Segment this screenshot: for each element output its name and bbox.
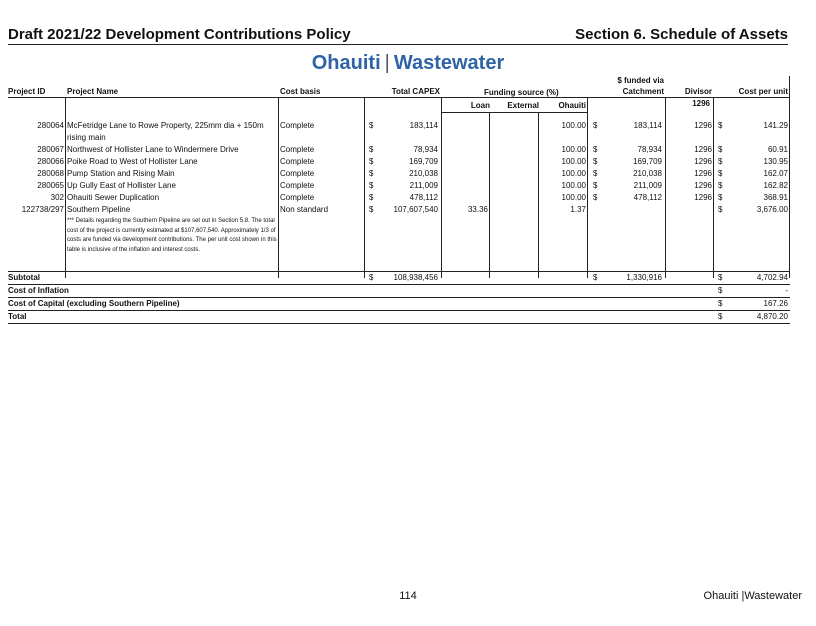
cost-per-unit: 162.07: [763, 169, 788, 178]
funded-catchment: 211,009: [633, 181, 662, 190]
col-cost-per-unit: Cost per unit: [738, 87, 788, 96]
table-row: [8, 193, 790, 205]
total-capex: 169,709: [409, 157, 438, 166]
summary-row: [8, 310, 790, 324]
divisor: 1296: [694, 145, 712, 154]
schedule-table: [8, 76, 790, 324]
ohauiti-percent: 1.37: [570, 205, 586, 214]
table-row: [8, 121, 790, 145]
divisor: 1296: [694, 169, 712, 178]
total-capex: 211,009: [409, 181, 438, 190]
divisor: 1296: [694, 157, 712, 166]
table-subheader: [8, 99, 790, 113]
footer-label: Ohauiti |Wastewater: [703, 590, 802, 602]
funded-catchment: 210,038: [633, 169, 662, 178]
cost-basis: Non standard: [280, 205, 329, 214]
capex-symbol: $: [369, 205, 374, 214]
funded-symbol: $: [593, 181, 598, 190]
unit-symbol: $: [718, 181, 723, 190]
summary-cost-per-unit: 167.26: [763, 299, 788, 308]
cost-per-unit: 162.82: [763, 181, 788, 190]
summary-funded-symbol: $: [593, 273, 598, 282]
summary-label: Total: [8, 312, 27, 321]
col-cost-basis: Cost basis: [280, 87, 321, 96]
project-name: Ohauiti Sewer Duplication: [67, 193, 160, 202]
cost-per-unit: 130.95: [763, 157, 788, 166]
summary-cost-per-unit: -: [785, 286, 788, 295]
cost-basis: Complete: [280, 145, 315, 154]
col-catchment: Catchment: [622, 87, 664, 96]
total-capex: 78,934: [413, 145, 438, 154]
cost-per-unit: 60.91: [767, 145, 788, 154]
funded-symbol: $: [593, 145, 598, 154]
summary-row: [8, 271, 790, 284]
page-header: [8, 26, 788, 44]
unit-symbol: $: [718, 121, 723, 130]
funded-catchment: 169,709: [633, 157, 662, 166]
capex-symbol: $: [369, 157, 374, 166]
col-funding-source: Funding source (%): [484, 88, 559, 97]
pipeline-note-row: [8, 217, 790, 271]
summary-row: [8, 297, 790, 310]
summary-funded: 1,330,916: [626, 273, 662, 282]
project-name: Southern Pipeline: [67, 205, 131, 214]
unit-symbol: $: [718, 157, 723, 166]
pipeline-note: *** Details regarding the Southern Pipeline are set out in Section 5.8. The total cost of the project is currently estimated at $107,607,540. Approximately 1/3 of costs are funded via development contributions. The per unit cost shown in this table is inclusive of the inflation and interest costs.: [67, 218, 277, 253]
cost-basis: Complete: [280, 121, 315, 130]
ohauiti-percent: 100.00: [561, 181, 586, 190]
header-rule: [8, 44, 788, 45]
funded-catchment: 183,114: [633, 121, 662, 130]
table-row: [8, 181, 790, 193]
summary-cost-per-unit: 4,702.94: [756, 273, 788, 282]
summary-unit-symbol: $: [718, 312, 723, 321]
summary-label: Cost of Inflation: [8, 286, 69, 295]
summary-unit-symbol: $: [718, 273, 723, 282]
col-total-capex: Total CAPEX: [391, 87, 440, 96]
project-id: 280064: [37, 121, 64, 130]
cost-per-unit: 141.29: [763, 121, 788, 130]
unit-symbol: $: [718, 205, 723, 214]
col-ohauiti: Ohauiti: [558, 101, 586, 110]
col-project-id: Project ID: [8, 87, 46, 96]
table-row: [8, 205, 790, 217]
divisor-value: 1296: [692, 99, 710, 108]
unit-symbol: $: [718, 169, 723, 178]
col-loan: Loan: [470, 101, 490, 110]
funded-symbol: $: [593, 157, 598, 166]
summary-capex: 108,938,456: [393, 273, 438, 282]
page-number: 114: [399, 590, 417, 602]
funded-catchment: 478,112: [633, 193, 662, 202]
page-title: Ohauiti | Wastewater: [311, 52, 505, 74]
cost-basis: Complete: [280, 181, 315, 190]
cost-basis: Complete: [280, 193, 315, 202]
total-capex: 107,607,540: [393, 205, 438, 214]
capex-symbol: $: [369, 145, 374, 154]
project-name: Northwest of Hollister Lane to Windermere Drive: [67, 145, 239, 154]
project-id: 280066: [37, 157, 64, 166]
summary-label: Subtotal: [8, 273, 40, 282]
ohauiti-percent: 100.00: [561, 121, 586, 130]
project-name: McFetridge Lane to Rowe Property, 225mm dia + 150m: [67, 121, 264, 130]
project-id: 280067: [37, 145, 64, 154]
project-name: Up Gully East of Hollister Lane: [67, 181, 176, 190]
funded-symbol: $: [593, 169, 598, 178]
unit-symbol: $: [718, 145, 723, 154]
summary-cost-per-unit: 4,870.20: [756, 312, 788, 321]
divisor: 1296: [694, 193, 712, 202]
ohauiti-percent: 100.00: [561, 193, 586, 202]
header-rule-bottom: [8, 97, 790, 98]
project-name: Pump Station and Rising Main: [67, 169, 175, 178]
table-body: [8, 121, 790, 217]
summary-unit-symbol: $: [718, 299, 723, 308]
summary-row: [8, 284, 790, 297]
funded-catchment: 78,934: [637, 145, 662, 154]
title-activity: Wastewater: [393, 52, 505, 74]
table-header: [8, 76, 790, 98]
col-external: External: [507, 101, 539, 110]
section-title: Section 6. Schedule of Assets: [575, 26, 788, 43]
loan-percent: 33.36: [467, 205, 488, 214]
project-id: 302: [50, 193, 64, 202]
divisor: 1296: [694, 121, 712, 130]
total-capex: 183,114: [409, 121, 438, 130]
col-project-name: Project Name: [67, 87, 119, 96]
total-capex: 478,112: [409, 193, 438, 202]
ohauiti-percent: 100.00: [561, 157, 586, 166]
summary-label: Cost of Capital (excluding Southern Pipeline): [8, 299, 180, 308]
table-row: [8, 145, 790, 157]
total-capex: 210,038: [409, 169, 438, 178]
project-id: 280068: [37, 169, 64, 178]
capex-symbol: $: [369, 181, 374, 190]
funded-symbol: $: [593, 121, 598, 130]
summary-capex-symbol: $: [369, 273, 374, 282]
policy-title: Draft 2021/22 Development Contributions Policy: [8, 26, 351, 43]
col-divisor: Divisor: [684, 87, 712, 96]
table-summary: [8, 271, 790, 324]
cost-per-unit: 368.91: [763, 193, 788, 202]
cost-basis: Complete: [280, 157, 315, 166]
project-id: 280065: [37, 181, 64, 190]
summary-unit-symbol: $: [718, 286, 723, 295]
project-name-line2: rising main: [67, 133, 106, 142]
unit-symbol: $: [718, 193, 723, 202]
capex-symbol: $: [369, 169, 374, 178]
ohauiti-percent: 100.00: [561, 169, 586, 178]
ohauiti-percent: 100.00: [561, 145, 586, 154]
cost-per-unit: 3,676.00: [756, 205, 788, 214]
funded-symbol: $: [593, 193, 598, 202]
table-row: [8, 157, 790, 169]
capex-symbol: $: [369, 121, 374, 130]
col-funded-via: $ funded via: [617, 76, 664, 85]
project-name: Poike Road to West of Hollister Lane: [67, 157, 198, 166]
capex-symbol: $: [369, 193, 374, 202]
title-area: Ohauiti: [311, 52, 381, 74]
project-id: 122738/297: [21, 205, 64, 214]
divisor: 1296: [694, 181, 712, 190]
cost-basis: Complete: [280, 169, 315, 178]
table-row: [8, 169, 790, 181]
